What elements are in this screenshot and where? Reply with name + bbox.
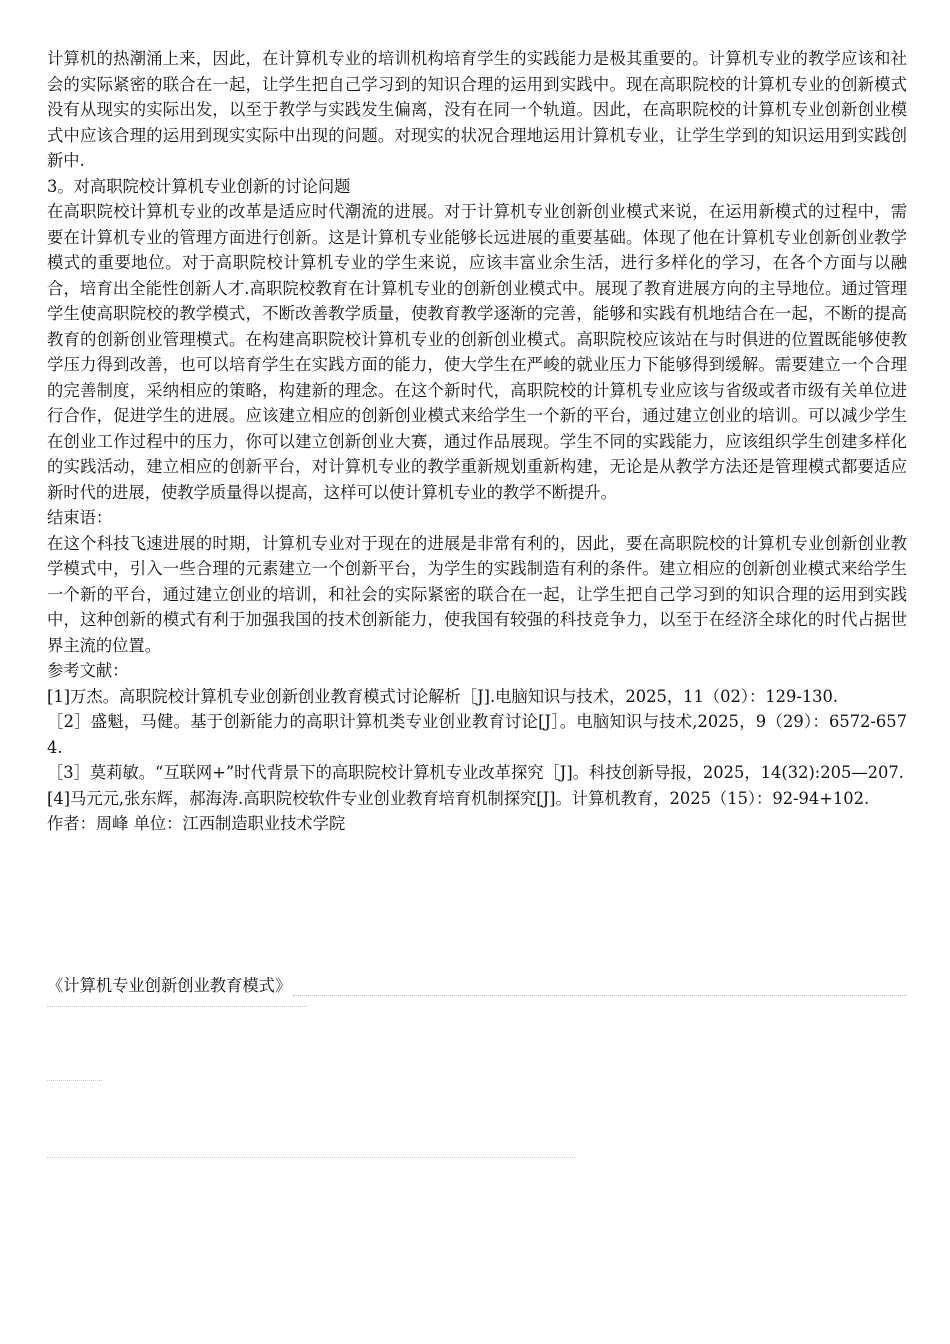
reference-item-4: [4]马元元,张东辉，郝海涛.高职院校软件专业创业教育培育机制探究[J]。计算机教育，2025（15）：92-94+102. (47, 788, 870, 808)
footer-title-row (47, 972, 907, 996)
dotted-rule (47, 1006, 307, 1007)
conclusion-body: 在这个科技飞速进展的时期，计算机专业对于现在的进展是非常有利的，因此，要在高职院校的计算机专业创新创业教学模式中，引入一些合理的元素建立一个创新平台，为学生的实践制造有利的条件。建立相应的创新创业模式来给学生一个新的平台，通过建立创业的培训，和社会的实际紧密的联合在一起，让学生把自己学习到的知识合理的运用到实践中，这种创新的模式有利于加强我国的技术创新能力，使我国有较强的科技竞争力，以至于在经济全球化的时代占据世界主流的位置。 (47, 533, 907, 655)
author-line: 作者：周峰 单位：江西制造职业技术学院 (47, 814, 346, 833)
dotted-rule (47, 1080, 102, 1081)
section-3-body: 在高职院校计算机专业的改革是适应时代潮流的进展。对于计算机专业创新创业模式来说，在运用新模式的过程中，需要在计算机专业的管理方面进行创新。这是计算机专业能够长远进展的重要基础。体现了他在计算机专业创新创业教学模式的重要地位。对于高职院校计算机专业的学生来说，应该丰富业余生活，进行多样化的学习，在各个方面与以融合，培育出全能性创新人才.高职院校教育在计算机专业的创新创业模式中。展现了教育进展方向的主导地位。通过管理学生使高职院校的教学模式，不断改善教学质量，使教育教学逐渐的完善，能够和实践有机地结合在一起，不断的提高教育的创新创业管理模式。在构建高职院校计算机专业的创新创业模式。高职院校应该站在与时俱进的位置既能够使教学压力得到改善，也可以培育学生在实践方面的能力，使大学生在严峻的就业压力下能够得到缓解。需要建立一个合理的完善制度，采纳相应的策略，构建新的理念。在这个新时代，高职院校的计算机专业应该与省级或者市级有关单位进行合作，促进学生的进展。应该建立相应的创新创业模式来给学生一个新的平台，通过建立创业的培训。可以减少学生在创业工作过程中的压力，你可以建立创新创业大赛，通过作品展现。学生不同的实践能力，应该组织学生创建多样化的实践活动，建立相应的创新平台，对计算机专业的教学重新规划重新构建，无论是从教学方法还是管理模式都要适应新时代的进展，使教学质量得以提高，这样可以使计算机专业的教学不断提升。 (47, 202, 907, 502)
reference-item-3: ［3］莫莉敏。“互联网+”时代背景下的高职院校计算机专业改革探究［J]。科技创新导报，2025，14(32):205—207. (47, 763, 904, 782)
document-page (47, 46, 907, 837)
reference-item-2: ［2］盛魁，马健。基于创新能力的高职计算机类专业创业教育讨论[J］。电脑知识与技术,2025，9（29）：6572-6574. (47, 712, 907, 757)
footer-title: 《计算机专业创新创业教育模式》 (47, 976, 292, 995)
reference-item-1: [1]万杰。高职院校计算机专业创新创业教育模式讨论解析［J].电脑知识与技术，2025，11（02）：129-130. (47, 686, 839, 706)
dotted-rule (47, 1157, 575, 1158)
references-heading: 参考文献： (47, 661, 129, 680)
section-3-heading: 3。对高职院校计算机专业创新的讨论问题 (47, 176, 351, 196)
conclusion-heading: 结束语： (47, 508, 113, 527)
dotted-leader (293, 981, 907, 996)
intro-paragraph: 计算机的热潮涌上来，因此，在计算机专业的培训机构培育学生的实践能力是极其重要的。计算机专业的教学应该和社会的实际紧密的联合在一起，让学生把自己学习到的知识合理的运用到实践中。现在高职院校的计算机专业的创新模式没有从现实的实际出发，以至于教学与实践发生偏离，没有在同一个轨道。因此，在高职院校的计算机专业创新创业模式中应该合理的运用到现实实际中出现的问题。对现实的状况合理地运用计算机专业，让学生学到的知识运用到实践创新中. (47, 49, 907, 170)
